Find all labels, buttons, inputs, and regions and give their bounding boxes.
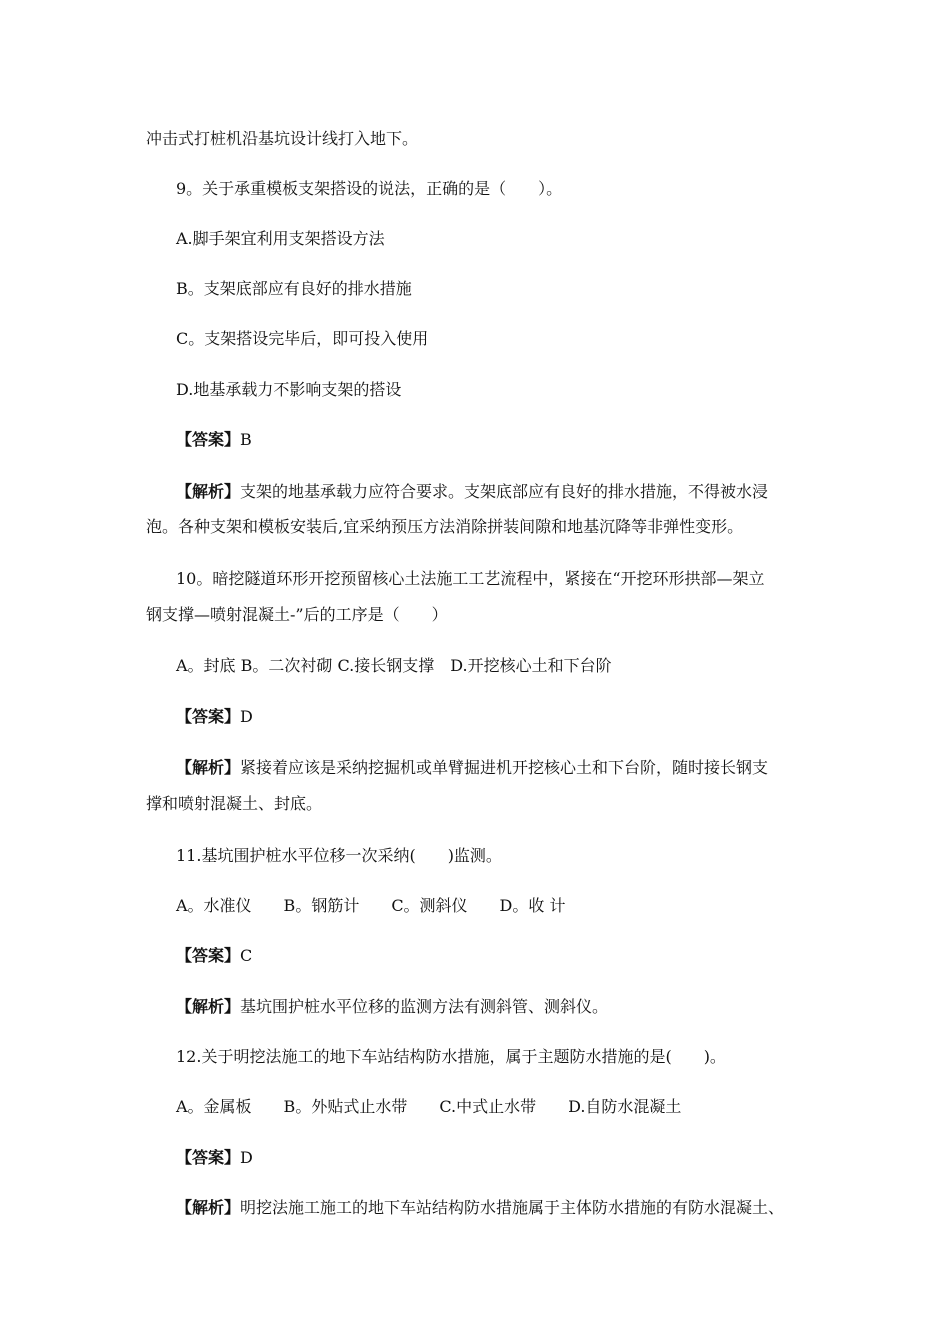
question-9-analysis: [176, 481, 768, 503]
question-12-stem: 12.关于明挖法施工的地下车站结构防水措施，属于主题防水措施的是( )。: [176, 1047, 726, 1066]
answer-label: 【答案】: [176, 1148, 241, 1167]
question-10-analysis-continued: 撑和喷射混凝土、封底。: [146, 794, 323, 813]
analysis-label: 【解析】: [176, 758, 241, 777]
question-10-options: A。封底 B。二次衬砌 C.接长钢支撑 D.开挖核心土和下台阶: [176, 656, 612, 675]
question-9-answer: [176, 429, 252, 451]
question-9-option-c: C。支架搭设完毕后，即可投入使用: [176, 329, 429, 348]
paragraph-continuation: 冲击式打桩机沿基坑设计线打入地下。: [146, 129, 419, 148]
answer-label: 【答案】: [176, 946, 241, 965]
answer-value: B: [240, 430, 252, 449]
question-10-answer: [176, 706, 253, 728]
question-11-stem: 11.基坑围护桩水平位移一次采纳( )监测。: [176, 846, 502, 865]
question-11-options: A。水准仪 B。钢筋计 C。测斜仪 D。收 计: [176, 896, 566, 915]
analysis-text: 基坑围护桩水平位移的监测方法有测斜管、测斜仪。: [240, 997, 609, 1016]
analysis-text: 支架的地基承载力应符合要求。支架底部应有良好的排水措施，不得被水浸: [240, 482, 769, 501]
analysis-label: 【解析】: [176, 997, 241, 1016]
question-12-answer: [176, 1147, 253, 1169]
analysis-text: 紧接着应该是采纳挖掘机或单臂掘进机开挖核心土和下台阶，随时接长钢支: [240, 758, 769, 777]
question-11-answer: [176, 945, 252, 967]
question-10-analysis: [176, 757, 768, 779]
question-11-analysis: [176, 996, 608, 1018]
analysis-label: 【解析】: [176, 482, 241, 501]
question-10-stem-continued: 钢支撑—喷射混凝土-”后的工序是（ ）: [146, 605, 448, 624]
question-10-stem: 10。暗挖隧道环形开挖预留核心土法施工工艺流程中，紧接在“开挖环形拱部—架立: [176, 569, 765, 588]
question-9-option-a: A.脚手架宜利用支架搭设方法: [176, 229, 385, 248]
answer-value: D: [240, 707, 253, 726]
question-9-option-b: B。支架底部应有良好的排水措施: [176, 279, 412, 298]
answer-label: 【答案】: [176, 430, 241, 449]
answer-value: C: [240, 946, 253, 965]
answer-value: D: [240, 1148, 253, 1167]
question-9-stem: 9。关于承重模板支架搭设的说法，正确的是（ ）。: [176, 179, 563, 198]
question-12-options: A。金属板 B。外贴式止水带 C.中式止水带 D.自防水混凝土: [176, 1097, 682, 1116]
analysis-label: 【解析】: [176, 1198, 241, 1217]
answer-label: 【答案】: [176, 707, 241, 726]
question-9-analysis-continued: 泡。各种支架和模板安装后,宜采纳预压方法消除拼装间隙和地基沉降等非弹性变形。: [146, 517, 744, 536]
analysis-text: 明挖法施工施工的地下车站结构防水措施属于主体防水措施的有防水混凝土、: [240, 1198, 785, 1217]
question-9-option-d: D.地基承载力不影响支架的搭设: [176, 380, 402, 399]
question-12-analysis: [176, 1197, 784, 1219]
